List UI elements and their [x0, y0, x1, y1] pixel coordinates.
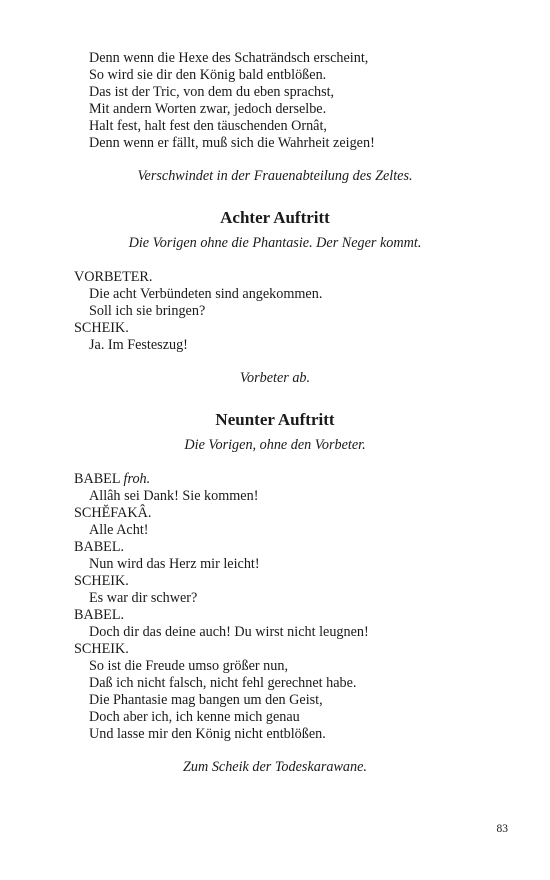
speaker-direction: froh. [123, 471, 151, 487]
speaker-name: BABEL. [74, 539, 125, 555]
verse-line: Ja. Im Festeszug! [89, 337, 188, 353]
verse-line: Doch aber ich, ich kenne mich genau [89, 709, 300, 725]
verse-line: Allâh sei Dank! Sie kommen! [89, 488, 259, 504]
page-number: 83 [496, 823, 508, 835]
verse-line: Mit andern Worten zwar, jedoch derselbe. [89, 101, 327, 117]
verse-line: Nun wird das Herz mir leicht! [89, 556, 260, 572]
speaker-name: BABEL. [74, 607, 125, 623]
speaker-name: SCHĔFAKÂ. [74, 505, 152, 521]
verse-line: Halt fest, halt fest den täuschenden Ornât, [89, 118, 327, 134]
speaker-name: SCHEIK. [74, 573, 129, 589]
verse-line: Das ist der Tric, von dem du eben sprachst, [89, 84, 335, 100]
verse-line: Die acht Verbündeten sind angekommen. [89, 286, 323, 302]
verse-line: Daß ich nicht falsch, nicht fehl gerechnet habe. [89, 675, 357, 691]
verse-line: So ist die Freude umso größer nun, [89, 658, 288, 674]
scene-heading: Achter Auftritt [220, 208, 330, 227]
speaker-name: VORBETER. [74, 269, 153, 285]
cast-note: Die Vorigen, ohne den Vorbeter. [184, 437, 366, 453]
speaker-name: SCHEIK. [74, 320, 129, 336]
stage-direction: Zum Scheik der Todeskarawane. [183, 759, 367, 775]
scene-heading: Neunter Auftritt [215, 410, 335, 429]
verse-line: So wird sie dir den König bald entblößen. [89, 67, 327, 83]
verse-line: Soll ich sie bringen? [89, 303, 206, 319]
speaker-entry [74, 471, 150, 488]
verse-line: Es war dir schwer? [89, 590, 198, 606]
stage-direction: Vorbeter ab. [239, 370, 311, 386]
verse-line: Denn wenn er fällt, muß sich die Wahrheit zeigen! [89, 135, 375, 151]
cast-note: Die Vorigen ohne die Phantasie. Der Neger kommt. [128, 235, 422, 251]
speaker-name: SCHEIK. [74, 641, 129, 657]
stage-direction: Verschwindet in der Frauenabteilung des Zeltes. [137, 168, 413, 184]
verse-line: Denn wenn die Hexe des Schaträndsch erscheint, [89, 50, 369, 66]
verse-line: Die Phantasie mag bangen um den Geist, [89, 692, 323, 708]
speaker-name: BABEL [74, 471, 120, 487]
verse-line: Alle Acht! [89, 522, 149, 538]
verse-line: Doch dir das deine auch! Du wirst nicht leugnen! [89, 624, 369, 640]
verse-line: Und lasse mir den König nicht entblößen. [89, 726, 326, 742]
